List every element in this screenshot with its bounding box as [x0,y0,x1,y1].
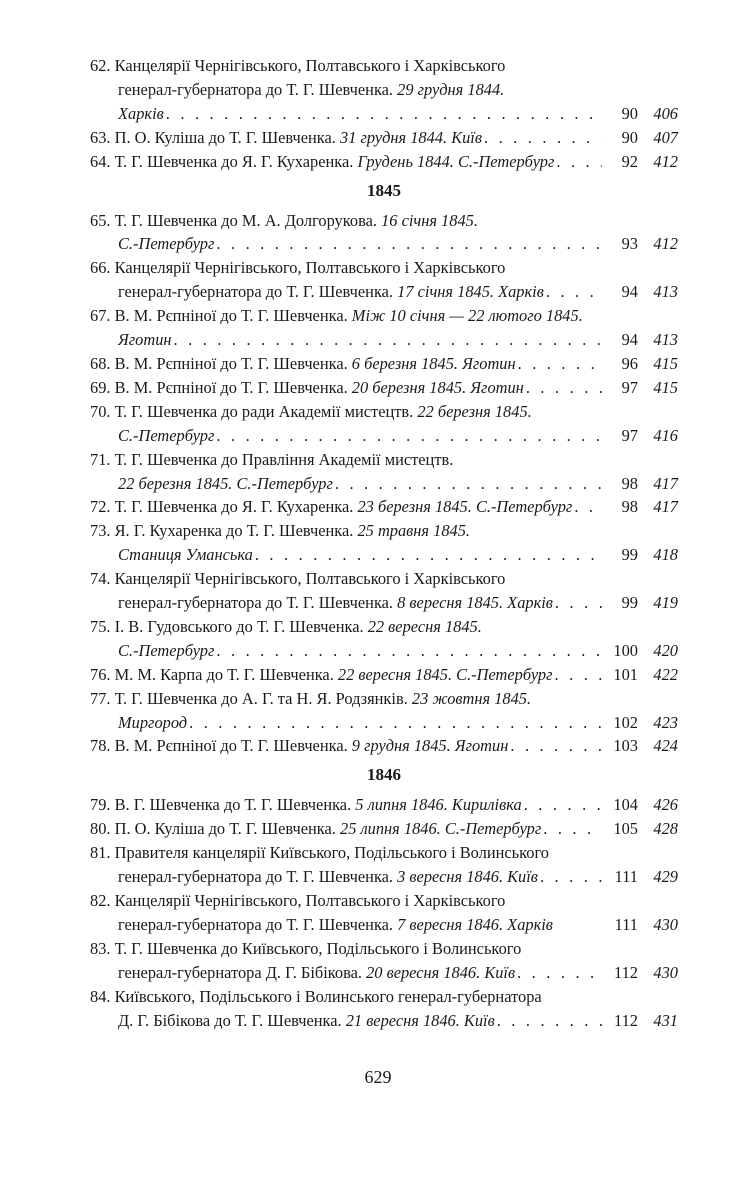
entry-text [118,591,553,615]
comment-page-ref: 431 [653,1010,678,1030]
toc-entry [90,126,678,150]
comment-page-ref: 429 [653,867,678,887]
entry-text [118,913,553,937]
leader-dots [526,376,602,400]
entry-title: генерал-губернатора до Т. Г. Шевченка. [118,867,398,887]
entry-date-place: 9 грудня 1845. Яготин [351,736,509,756]
toc-entry [90,889,678,937]
entry-date-place: 3 вересня 1846. Київ [397,867,538,887]
comment-page-ref: 422 [653,664,678,684]
comment-page-ref: 426 [653,795,678,815]
comment-page-ref: 428 [653,819,678,839]
entry-number: 74. [90,569,111,589]
entry-line [90,961,678,985]
entry-line [90,817,678,841]
comment-page-ref: 412 [653,234,678,254]
toc-entry [90,304,678,352]
entry-title: Я. Г. Кухаренка до Т. Г. Шевченка. [114,521,358,541]
entry-text [118,102,164,126]
entry-text [118,865,538,889]
entry-line [90,54,678,78]
entry-date-place: Грудень 1844. С.-Петербург [357,151,555,171]
entry-line [90,591,678,615]
entry-line [90,448,678,472]
toc-entry [90,817,678,841]
entry-text [118,472,333,496]
entry-text [118,232,214,256]
entry-number: 68. [90,353,111,373]
page-ref: 99 [621,593,638,613]
entry-line [90,543,678,567]
entry-line [90,711,678,735]
comment-page-ref: 412 [653,151,678,171]
entry-title: Канцелярії Чернігівського, Полтавського і Харківського [114,56,506,75]
entry-date-place: Станиця Уманська [118,545,253,565]
entry-number: 69. [90,377,111,397]
leader-dots [255,543,602,567]
entry-date-place: 7 вересня 1846. Харків [397,914,553,934]
toc-entry [90,841,678,889]
entry-line [90,328,678,352]
entry-line [90,687,678,711]
entry-text [90,793,522,817]
comment-page-ref: 424 [653,736,678,756]
leader-dots [555,663,602,687]
entry-line [90,280,678,304]
page-ref: 103 [613,736,638,756]
entry-text [90,126,482,150]
entry-text [90,150,554,174]
entry-title: І. В. Гудовського до Т. Г. Шевченка. [114,616,368,636]
entry-date-place: 8 вересня 1845. Харків [397,593,553,613]
entry-title: генерал-губернатора до Т. Г. Шевченка. [118,282,398,302]
entry-line [90,913,678,937]
entry-text [118,961,515,985]
entry-title: Канцелярії Чернігівського, Полтавського і Харківського [114,891,506,910]
comment-page-ref: 423 [653,712,678,732]
comment-page-ref: 417 [653,473,678,493]
leader-dots [189,711,602,735]
page-ref: 99 [621,545,638,565]
entry-text [90,663,553,687]
entry-title: В. Г. Шевченка до Т. Г. Шевченка. [114,795,356,815]
entry-title: Т. Г. Шевченка до Я. Г. Кухаренка. [114,497,358,517]
entry-title: Канцелярії Чернігівського, Полтавського і Харківського [114,569,506,589]
entry-date-place: 25 липня 1846. С.-Петербург [340,819,542,839]
entry-title: М. М. Карпа до Т. Г. Шевченка. [114,664,338,684]
toc-entry [90,400,678,448]
entry-line [90,865,678,889]
entry-title: Т. Г. Шевченка до ради Академії мистецтв. [114,401,418,421]
entry-line [90,889,678,913]
leader-dots [510,734,602,758]
entry-date-place: 17 січня 1845. Харків [397,282,544,302]
leader-dots [517,961,602,985]
page-ref: 111 [614,867,638,887]
toc-entry [90,352,678,376]
entry-title: генерал-губернатора до Т. Г. Шевченка. [118,914,398,934]
entry-line [90,663,678,687]
leader-dots [497,1009,602,1033]
leader-dots [518,352,602,376]
year-heading: 1846 [367,765,401,785]
entry-date-place: Яготин [118,330,172,350]
entry-title: В. М. Рєпніної до Т. Г. Шевченка. [114,306,352,326]
leader-dots [524,793,602,817]
entry-line [90,734,678,758]
page-ref: 90 [621,103,638,123]
entry-title: Правителя канцелярії Київського, Подільського і Волинського [114,843,549,863]
entry-title: Т. Г. Шевченка до Правління Академії мистецтв. [114,449,454,469]
comment-page-ref: 420 [653,640,678,660]
entry-line [90,472,678,496]
page-ref: 112 [614,1010,638,1030]
entry-date-place: 22 вересня 1845. С.-Петербург [337,664,553,684]
toc-entry [90,150,678,174]
entry-line [90,150,678,174]
entry-number: 78. [90,736,111,756]
entry-line [90,519,678,543]
comment-page-ref: 418 [653,545,678,565]
entry-text [118,280,544,304]
entry-number: 81. [90,843,111,863]
comment-page-ref: 413 [653,282,678,302]
entry-date-place: 29 грудня 1844. [397,79,505,99]
entry-date-place: 23 березня 1845. С.-Петербург [357,497,573,517]
entry-line [90,424,678,448]
comment-page-ref: 416 [653,425,678,445]
entry-number: 83. [90,938,111,958]
entry-number: 67. [90,306,111,326]
entry-line [90,352,678,376]
entry-line [90,78,678,102]
entry-title: Т. Г. Шевченка до Київського, Подільського і Волинського [114,938,522,958]
entry-title: генерал-губернатора до Т. Г. Шевченка. [118,593,398,613]
comment-page-ref: 415 [653,377,678,397]
entry-line [90,793,678,817]
leader-dots [216,232,602,256]
entry-title: Д. Г. Бібікова до Т. Г. Шевченка. [118,1010,346,1030]
entry-date-place: С.-Петербург [118,640,215,660]
entry-title: П. О. Куліша до Т. Г. Шевченка. [114,819,340,839]
page-ref: 92 [621,151,638,171]
leader-dots [555,591,602,615]
entry-date-place: С.-Петербург [118,425,215,445]
entry-date-place: 20 березня 1845. Яготин [351,377,524,397]
entry-title: генерал-губернатора до Т. Г. Шевченка. [118,79,398,99]
page-ref: 100 [613,640,638,660]
entry-text [90,734,508,758]
leader-dots [174,328,602,352]
toc-entry [90,376,678,400]
toc-entry [90,519,678,567]
leader-dots [543,817,602,841]
entry-line [90,567,678,591]
toc-entry [90,937,678,985]
entry-title: В. М. Рєпніної до Т. Г. Шевченка. [114,377,352,397]
entry-number: 75. [90,616,111,636]
entry-line [90,985,678,1009]
page-ref: 98 [621,497,638,517]
entry-date-place: Між 10 січня — 22 лютого 1845. [351,306,583,326]
toc-entry [90,567,678,615]
entry-date-place: 5 липня 1846. Кирилівка [355,795,522,815]
entry-title: Т. Г. Шевченка до Я. Г. Кухаренка. [114,151,358,171]
entry-line [90,209,678,233]
entry-date-place: 22 вересня 1845. [367,616,482,636]
page-ref: 90 [621,127,638,147]
entry-text [118,711,187,735]
entry-number: 80. [90,819,111,839]
comment-page-ref: 413 [653,330,678,350]
entry-line [90,304,678,328]
entry-text [90,495,572,519]
entry-number: 64. [90,151,111,171]
leader-dots [556,150,602,174]
entry-line [90,937,678,961]
entry-text [118,543,253,567]
toc-entry [90,54,678,126]
year-heading: 1845 [367,180,401,200]
entry-number: 76. [90,664,111,684]
entry-number: 63. [90,127,111,147]
entry-date-place: 23 жовтня 1845. [411,688,532,708]
toc-entry [90,209,678,257]
page-number: 629 [364,1067,392,1087]
comment-page-ref: 406 [653,103,678,123]
entry-number: 72. [90,497,111,517]
page-ref: 105 [613,819,638,839]
entry-number: 62. [90,56,111,75]
leader-dots [335,472,602,496]
entry-date-place: Харків [118,103,164,123]
toc-entry [90,615,678,663]
entry-line [90,400,678,424]
entry-date-place: С.-Петербург [118,234,215,254]
entry-number: 82. [90,891,111,910]
leader-dots [484,126,602,150]
page-ref: 97 [621,425,638,445]
entry-line [90,1009,678,1033]
page-ref: 111 [614,914,638,934]
entry-title: П. О. Куліша до Т. Г. Шевченка. [114,127,340,147]
leader-dots [574,495,602,519]
leader-dots [166,102,602,126]
entry-line [90,256,678,280]
page-ref: 94 [621,282,638,302]
entry-number: 77. [90,688,111,708]
entry-number: 70. [90,401,111,421]
comment-page-ref: 417 [653,497,678,517]
comment-page-ref: 430 [653,962,678,982]
toc-entry [90,985,678,1033]
entry-title: Канцелярії Чернігівського, Полтавського і Харківського [114,258,506,278]
entry-number: 66. [90,258,111,278]
entry-date-place: Миргород [118,712,188,732]
page-ref: 112 [614,962,638,982]
entry-number: 71. [90,449,111,469]
page-ref: 104 [613,795,638,815]
comment-page-ref: 430 [653,914,678,934]
entry-date-place: 22 березня 1845. С.-Петербург [118,473,333,493]
toc-entry [90,256,678,304]
entry-line [90,639,678,663]
toc-entry [90,448,678,496]
leader-dots [540,865,602,889]
entry-date-place: 20 вересня 1846. Київ [366,962,516,982]
toc-entry [90,495,678,519]
entry-number: 65. [90,210,111,230]
entry-text [90,376,524,400]
entry-title: В. М. Рєпніної до Т. Г. Шевченка. [114,736,352,756]
page-ref: 102 [613,712,638,732]
toc-entry [90,687,678,735]
toc-entry [90,663,678,687]
comment-page-ref: 415 [653,353,678,373]
leader-dots [216,639,602,663]
comment-page-ref: 407 [653,127,678,147]
entry-date-place: 16 січня 1845. [381,210,478,230]
entry-line [90,232,678,256]
page-ref: 98 [621,473,638,493]
entry-text [118,424,214,448]
entry-number: 79. [90,795,111,815]
entry-line [90,102,678,126]
entry-title: Т. Г. Шевченка до А. Г. та Н. Я. Родзянків. [114,688,412,708]
table-of-contents [90,54,678,1032]
entry-text [118,639,214,663]
page-ref: 94 [621,330,638,350]
toc-entry [90,793,678,817]
page-ref: 96 [621,353,638,373]
entry-date-place: 25 травня 1845. [357,521,471,541]
toc-entry [90,734,678,758]
page-ref: 93 [621,234,638,254]
entry-line [90,841,678,865]
entry-text [90,817,541,841]
entry-date-place: 31 грудня 1844. Київ [340,127,482,147]
comment-page-ref: 419 [653,593,678,613]
entry-title: Т. Г. Шевченка до М. А. Долгорукова. [114,210,382,230]
leader-dots [546,280,602,304]
entry-line [90,126,678,150]
entry-number: 73. [90,521,111,541]
entry-title: Київського, Подільського і Волинського генерал-губернатора [114,986,542,1006]
entry-title: генерал-губернатора Д. Г. Бібікова. [118,962,367,982]
page-ref: 97 [621,377,638,397]
entry-line [90,376,678,400]
entry-line [90,615,678,639]
entry-text [90,352,516,376]
page-ref: 101 [613,664,638,684]
entry-date-place: 21 вересня 1846. Київ [345,1010,495,1030]
entry-line [90,495,678,519]
entry-number: 84. [90,986,111,1006]
leader-dots [216,424,602,448]
entry-title: В. М. Рєпніної до Т. Г. Шевченка. [114,353,352,373]
entry-date-place: 22 березня 1845. [417,401,532,421]
entry-date-place: 6 березня 1845. Яготин [351,353,516,373]
entry-text [118,1009,495,1033]
entry-text [118,328,172,352]
